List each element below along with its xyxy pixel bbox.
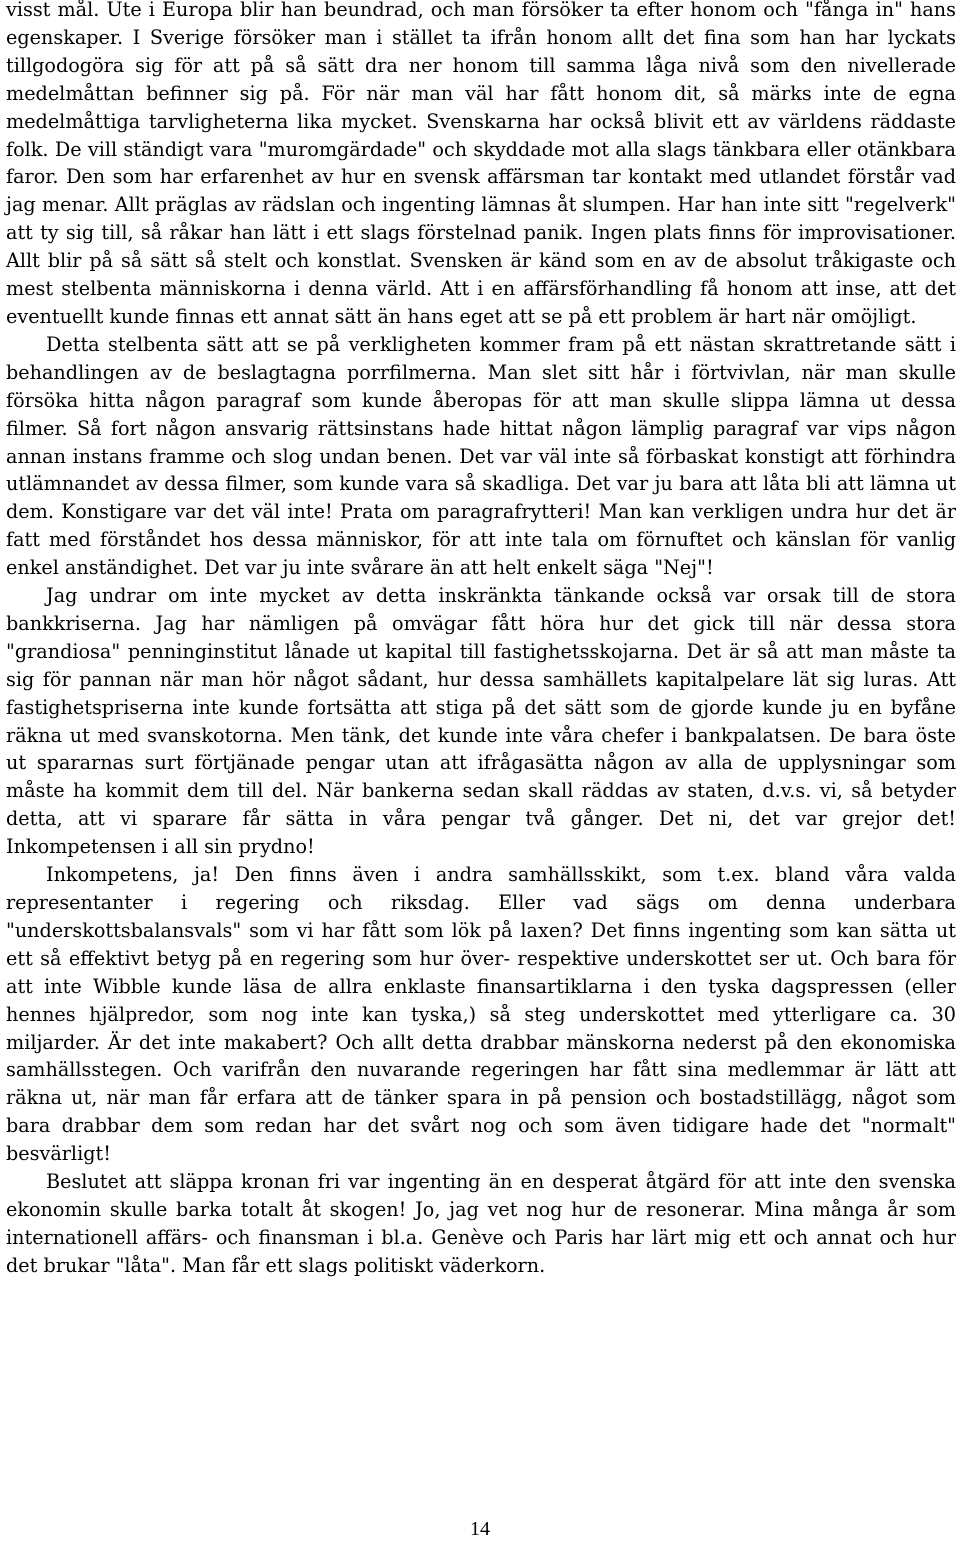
paragraph-2: Detta stelbenta sätt att se på verkligheten kommer fram på ett nästan skrattretande sätt i behandlingen av de beslagtagna porrfilmerna. Man slet sitt hår i förtvivlan, när man skulle försöka hitta någon paragraf som kunde åberopas för att man skulle slippa lämna ut dessa filmer. Så fort någon ansvarig rättsinstans hade hittat någon lämplig paragraf var vips någon annan instans framme och slog undan benen. Det var väl inte så förbaskat konstigt att förhindra utlämnandet av dessa filmer, som kunde vara så skadliga. Det var ju bara att låta bli att lämna ut dem. Konstigare var det väl inte! Prata om paragrafrytteri! Man kan verkligen undra hur det är fatt med förståndet hos dessa människor, för att inte tala om förnuftet och känslan för vanlig enkel anständighet. Det var ju inte svårare än att helt enkelt säga "Nej"! — [6, 332, 956, 580]
paragraph-5: Beslutet att släppa kronan fri var ingenting än en desperat åtgärd för att inte den svenska ekonomin skulle barka totalt åt skogen! Jo, jag vet nog hur de resonerar. Mina många år som internationell affärs- och finansman i bl.a. Genève och Paris har lärt mig ett och annat och hur det brukar "låta". Man får ett slags politiskt väderkorn. — [6, 1170, 956, 1277]
paragraph-3: Jag undrar om inte mycket av detta inskränkta tänkande också var orsak till de stora bankkriserna. Jag har nämligen på omvägar fått höra hur det gick till när dessa stora "grandiosa" penninginstitut lånade ut kapital till fastighetsskojarna. Det är så att man måste ta sig för pannan när man hör något sådant, hur dessa samhällets kapitalpelare lät sig luras. Att fastighetspriserna inte kunde fortsätta att stiga på det sätt som de gjorde kunde ju en byfåne räkna ut med svanskotorna. Men tänk, det kunde inte våra chefer i bankpalatsen. De bara öste ut spararnas surt förtjänade pengar utan att ifrågasätta någon av alla de upplysningar som måste ha kommit dem till del. När bankerna sedan skall räddas av staten, d.v.s. vi, så betyder detta, att vi sparare får sätta in våra pengar två gånger. Det ni, det var grejor det! Inkompetensen i all sin prydno! — [6, 584, 956, 859]
paragraph-1: visst mål. Ute i Europa blir han beundrad, och man försöker ta efter honom och "fånga in" hans egenskaper. I Sverige försöker man i stället ta ifrån honom allt det fina som han har lyckats tillgodogöra sig för att på så sätt dra ner honom till samma låga nivå som den nivellerade medelmåttan befinner sig på. För när man väl har fått honom dit, så märks inte de egna medelmåttiga tarvligheterna lika mycket. Svenskarna har också blivit ett av världens räddaste folk. De vill ständigt vara "muromgärdade" och skyddade mot alla slags tänkbara eller otänkbara faror. Den som har erfarenhet av hur en svensk affärsman tar kontakt med utlandet förstår vad jag menar. Allt präglas av rädslan och ingenting lämnas åt slumpen. Har han inte sitt "regelverk" att ty sig till, så råkar han lätt i ett slags förstelnad panik. Ingen plats finns för improvisationer. Allt blir på så sätt så stelt och konstlat. Svensken är känd som en av de absolut tråkigaste och mest stelbenta människorna i denna värld. Att i en affärsförhandling få honom att inse, att det eventuellt kunde finnas ett annat sätt än hans eget att se på ett problem är hart när omöjligt. — [6, 0, 956, 328]
document-page — [6, 0, 956, 1280]
page-number: 14 — [470, 1518, 490, 1540]
paragraph-4: Inkompetens, ja! Den finns även i andra samhällsskikt, som t.ex. bland våra valda representanter i regering och riksdag. Eller vad sägs om denna underbara "underskottsbalansvals" som vi har fått som lök på laxen? Det finns ingenting som kan sätta ut ett så effektivt betyg på en regering som hur över- respektive underskottet ser ut. Och bara för att inte Wibble kunde läsa de allra enklaste finansartiklarna i den tyska dagspressen (eller hennes hjälpredor, som nog inte kan tyska,) så steg underskottet med ytterligare ca. 30 miljarder. Är det inte makabert? Och allt detta drabbar mänskorna nederst på den ekonomiska samhällsstegen. Och varifrån den nuvarande regeringen har fått sina medlemmar är lätt att räkna ut, när man får erfara att de tänker spara in på pension och bostadstillägg, något som bara drabbar dem som redan har det svårt nog och som även tidigare hade det "normalt" besvärligt! — [6, 863, 956, 1166]
